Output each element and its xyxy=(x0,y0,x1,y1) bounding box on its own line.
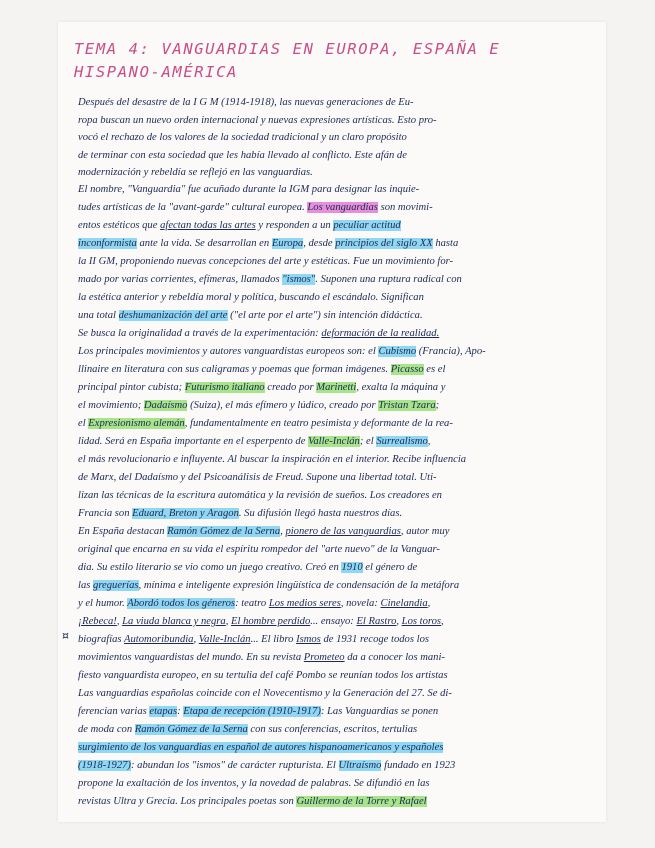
text-segment: , xyxy=(396,616,402,627)
text-segment: ; el xyxy=(359,436,377,447)
underlined-text: Cinelandia xyxy=(380,598,428,609)
text-segment: , xyxy=(441,616,444,627)
text-segment: , exalta la máquina y xyxy=(356,382,446,393)
text-segment: , fundamentalmente en teatro pesimista y deformante de la rea- xyxy=(184,418,453,429)
text-segment: revistas Ultra y Grecia. Los principales poetas son xyxy=(78,796,297,807)
highlighted-text: Surrealismo xyxy=(376,436,428,447)
text-segment: original que encarna en su vida el espíritu rompedor del "arte nuevo" de la Vanguar- xyxy=(78,544,440,555)
underlined-text: Prometeo xyxy=(303,652,345,663)
highlighted-text: "ismos" xyxy=(282,274,316,285)
text-segment: son movimi- xyxy=(377,202,433,213)
text-line xyxy=(78,687,452,701)
text-line: ropa buscan un nuevo orden internacional y nuevas expresiones artísticas. Esto pro- xyxy=(78,114,437,126)
underlined-text: Los toros xyxy=(401,616,442,627)
text-segment: , novela: xyxy=(340,598,381,609)
highlighted-text: 1910 xyxy=(341,562,363,573)
highlighted-text: surgimiento de los vanguardias en español de autores hispanoamericanos y españoles xyxy=(78,742,444,753)
text-line xyxy=(78,183,419,197)
text-segment: , xyxy=(225,616,231,627)
text-line xyxy=(78,435,430,449)
text-segment: creado por xyxy=(264,382,317,393)
text-segment: de Marx, del Dadaísmo y del Psicoanálisis de Freud. Supone una libertad total. Uti- xyxy=(78,472,437,483)
highlighted-text: Dadaísmo xyxy=(143,400,188,411)
text-segment: ; xyxy=(435,400,440,411)
text-segment: : teatro xyxy=(235,598,269,609)
highlighted-text: Etapa de recepción (1910-1917) xyxy=(183,706,321,717)
text-line xyxy=(78,381,445,395)
text-segment: de 1931 recoge todos los xyxy=(320,634,429,645)
text-line xyxy=(78,543,440,557)
highlighted-text: Futurismo italiano xyxy=(184,382,265,393)
text-segment: , mínima e inteligente expresión lingüística de condensación de la metáfora xyxy=(138,580,460,591)
text-segment: las xyxy=(78,580,94,591)
underlined-text: deformación de la realidad. xyxy=(321,328,440,339)
text-line xyxy=(78,345,486,359)
text-line xyxy=(78,579,459,593)
highlighted-text: Expresionismo alemán xyxy=(88,418,185,429)
highlighted-text: Los vanguardias xyxy=(307,202,378,213)
text-line xyxy=(78,777,430,791)
text-segment: dia. Su estilo literario se vio como un juego creativo. Creó en xyxy=(78,562,342,573)
text-segment: propone la exaltación de los inventos, y la novedad de palabras. Se difundió en las xyxy=(78,778,430,789)
text-segment: tudes artísticas de la "avant-garde" cultural europea. xyxy=(78,202,308,213)
text-line xyxy=(78,795,427,809)
text-segment: . Suponen una ruptura radical con xyxy=(315,274,462,285)
underlined-text: pionero de las vanguardias xyxy=(285,526,401,537)
underlined-text: Los medios seres xyxy=(268,598,341,609)
highlighted-text: (1918-1927) xyxy=(78,760,131,771)
text-line xyxy=(78,471,437,485)
underlined-text: El Rastro xyxy=(356,616,397,627)
text-line xyxy=(78,759,455,773)
text-segment: , xyxy=(193,634,199,645)
highlighted-text: Europa xyxy=(271,238,304,249)
underlined-text: afectan todas las artes xyxy=(160,220,256,231)
highlighted-text: Ramón Gómez de la Serna xyxy=(134,724,248,735)
underlined-text: Automoribundia xyxy=(124,634,194,645)
text-line xyxy=(78,615,444,629)
text-segment: da a conocer los mani- xyxy=(344,652,445,663)
text-segment: Francia son xyxy=(78,508,133,519)
text-segment: una total xyxy=(78,310,119,321)
text-line: modernización y rebeldía se reflejó en las vanguardias. xyxy=(78,167,313,178)
highlighted-text: Cubismo xyxy=(378,346,417,357)
text-line: vocó el rechazo de los valores de la sociedad tradicional y un claro propósito xyxy=(78,132,407,143)
text-segment: : Las Vanguardias se ponen xyxy=(320,706,439,717)
text-segment: ... ensayo: xyxy=(310,616,357,627)
text-segment: ante la vida. Se desarrollan en xyxy=(136,238,272,249)
text-line xyxy=(78,417,453,431)
highlighted-text: Tristan Tzara xyxy=(378,400,436,411)
text-line xyxy=(78,489,442,503)
text-segment: de moda con xyxy=(78,724,135,735)
text-line xyxy=(78,525,449,539)
text-segment: principal pintor cubista; xyxy=(78,382,185,393)
text-segment: Las vanguardias españolas coincide con el Novecentismo y la Generación del 27. Se di- xyxy=(78,688,452,699)
highlighted-text: Ramón Gómez de la Serna xyxy=(167,526,281,537)
text-line xyxy=(78,561,417,575)
text-segment: Los principales movimientos y autores vanguardistas europeos son: el xyxy=(78,346,379,357)
text-segment: (Francia), Apo- xyxy=(416,346,486,357)
highlighted-text: Eduard, Breton y Aragon xyxy=(132,508,239,519)
text-segment: ... El libro xyxy=(250,634,297,645)
text-segment: , xyxy=(427,598,431,609)
text-segment: . Su difusión llegó hasta nuestros días. xyxy=(238,508,403,519)
text-line xyxy=(78,507,402,521)
text-line xyxy=(78,255,453,269)
text-segment: ("el arte por el arte") sin intención didáctica. xyxy=(227,310,423,321)
text-segment: el movimiento; xyxy=(78,400,144,411)
highlighted-text: Ultraísmo xyxy=(338,760,382,771)
text-segment: entos estéticos que xyxy=(78,220,161,231)
text-line xyxy=(78,741,443,755)
text-line xyxy=(78,219,401,233)
text-segment: la II GM, proponiendo nuevas concepciones del arte y estéticas. Fue un movimiento for- xyxy=(78,256,454,267)
highlighted-text: Valle-Inclán xyxy=(308,436,360,447)
text-line xyxy=(78,399,439,413)
text-line xyxy=(78,597,430,611)
text-line xyxy=(78,273,462,287)
text-line xyxy=(78,309,423,323)
highlighted-text: etapas xyxy=(149,706,178,717)
text-line xyxy=(78,669,448,683)
text-line xyxy=(78,201,433,215)
text-line xyxy=(78,327,439,341)
text-segment: , xyxy=(427,436,431,447)
text-segment: hasta xyxy=(432,238,459,249)
text-segment: : abundan los "ismos" de carácter rupturista. El xyxy=(130,760,339,771)
text-segment: movimientos vanguardistas del mundo. En su revista xyxy=(78,652,304,663)
text-segment: y responden a un xyxy=(255,220,334,231)
text-segment: , xyxy=(116,616,123,627)
text-line xyxy=(78,651,445,665)
text-line xyxy=(78,363,445,377)
highlighted-text: Guillermo de la Torre y Rafael xyxy=(296,796,427,807)
highlighted-text: peculiar actitud xyxy=(333,220,401,231)
text-segment: El nombre, "Vanguardia" fue acuñado durante la IGM para designar las inquie- xyxy=(78,184,420,195)
highlighted-text: Marinetti xyxy=(316,382,357,393)
text-segment: , autor muy xyxy=(400,526,450,537)
text-segment: En España destacan xyxy=(78,526,168,537)
text-segment: biografías xyxy=(78,634,125,645)
highlighted-text: Picasso xyxy=(390,364,424,375)
highlighted-text: Abordó todos los géneros xyxy=(127,598,236,609)
text-line xyxy=(78,291,424,305)
highlighted-text: deshumanización del arte xyxy=(118,310,228,321)
text-segment: llinaire en literatura con sus caligramas y poemas que forman imágenes. xyxy=(78,364,391,375)
text-line xyxy=(78,453,466,467)
text-segment: fiesto vanguardista europeo, en su tertulia del café Pombo se reunían todos los artistas xyxy=(78,670,448,681)
text-segment: el más revolucionario e influyente. Al buscar la inspiración en el interior. Recibe influencia xyxy=(78,454,467,465)
underlined-text: El hombre perdido xyxy=(231,616,311,627)
text-segment: el xyxy=(78,418,89,429)
text-line: de terminar con esta sociedad que les había llevado al conflicto. Este afán de xyxy=(78,149,407,161)
text-segment: ferencian varias xyxy=(78,706,150,717)
page-title: TEMA 4: VANGUARDIAS EN EUROPA, ESPAÑA E HISPANO-AMÉRICA xyxy=(74,40,501,81)
text-line xyxy=(78,705,438,719)
text-segment: es el xyxy=(423,364,446,375)
text-segment: (Suiza), el más efímero y lúdico, creado por xyxy=(187,400,379,411)
text-segment: la estética anterior y rebeldía moral y política, buscando el escándalo. Significan xyxy=(78,292,424,303)
text-segment: : xyxy=(177,706,184,717)
text-segment: el género de xyxy=(362,562,418,573)
margin-mark: ¤ xyxy=(62,629,69,642)
text-segment: lidad. Será en España importante en el esperpento de xyxy=(78,436,309,447)
underlined-text: La viuda blanca y negra xyxy=(122,616,226,627)
text-segment: fundado en 1923 xyxy=(381,760,456,771)
underlined-text: Valle-Inclán xyxy=(198,634,251,645)
text-segment: , desde xyxy=(303,238,336,249)
text-segment: lizan las técnicas de la escritura automática y la revisión de sueños. Los creadores en xyxy=(78,490,442,501)
text-line: Después del desastre de la I G M (1914-1918), las nuevas generaciones de Eu- xyxy=(78,97,414,108)
underlined-text: Ismos xyxy=(296,634,321,645)
text-segment: con sus conferencias, escritos, tertulias xyxy=(247,724,418,735)
highlighted-text: principios del siglo XX xyxy=(335,238,433,249)
text-segment: y el humor. xyxy=(78,598,128,609)
text-segment: , xyxy=(280,526,286,537)
highlighted-text: greguerías xyxy=(93,580,139,591)
text-segment: Se busca la originalidad a través de la experimentación: xyxy=(78,328,322,339)
text-line xyxy=(78,633,429,647)
underlined-text: ¡Rebeca! xyxy=(78,616,117,627)
text-segment: mado por varias corrientes, efímeras, llamados xyxy=(78,274,283,285)
text-line xyxy=(78,237,458,251)
text-line xyxy=(78,723,417,737)
highlighted-text: inconformista xyxy=(78,238,137,249)
